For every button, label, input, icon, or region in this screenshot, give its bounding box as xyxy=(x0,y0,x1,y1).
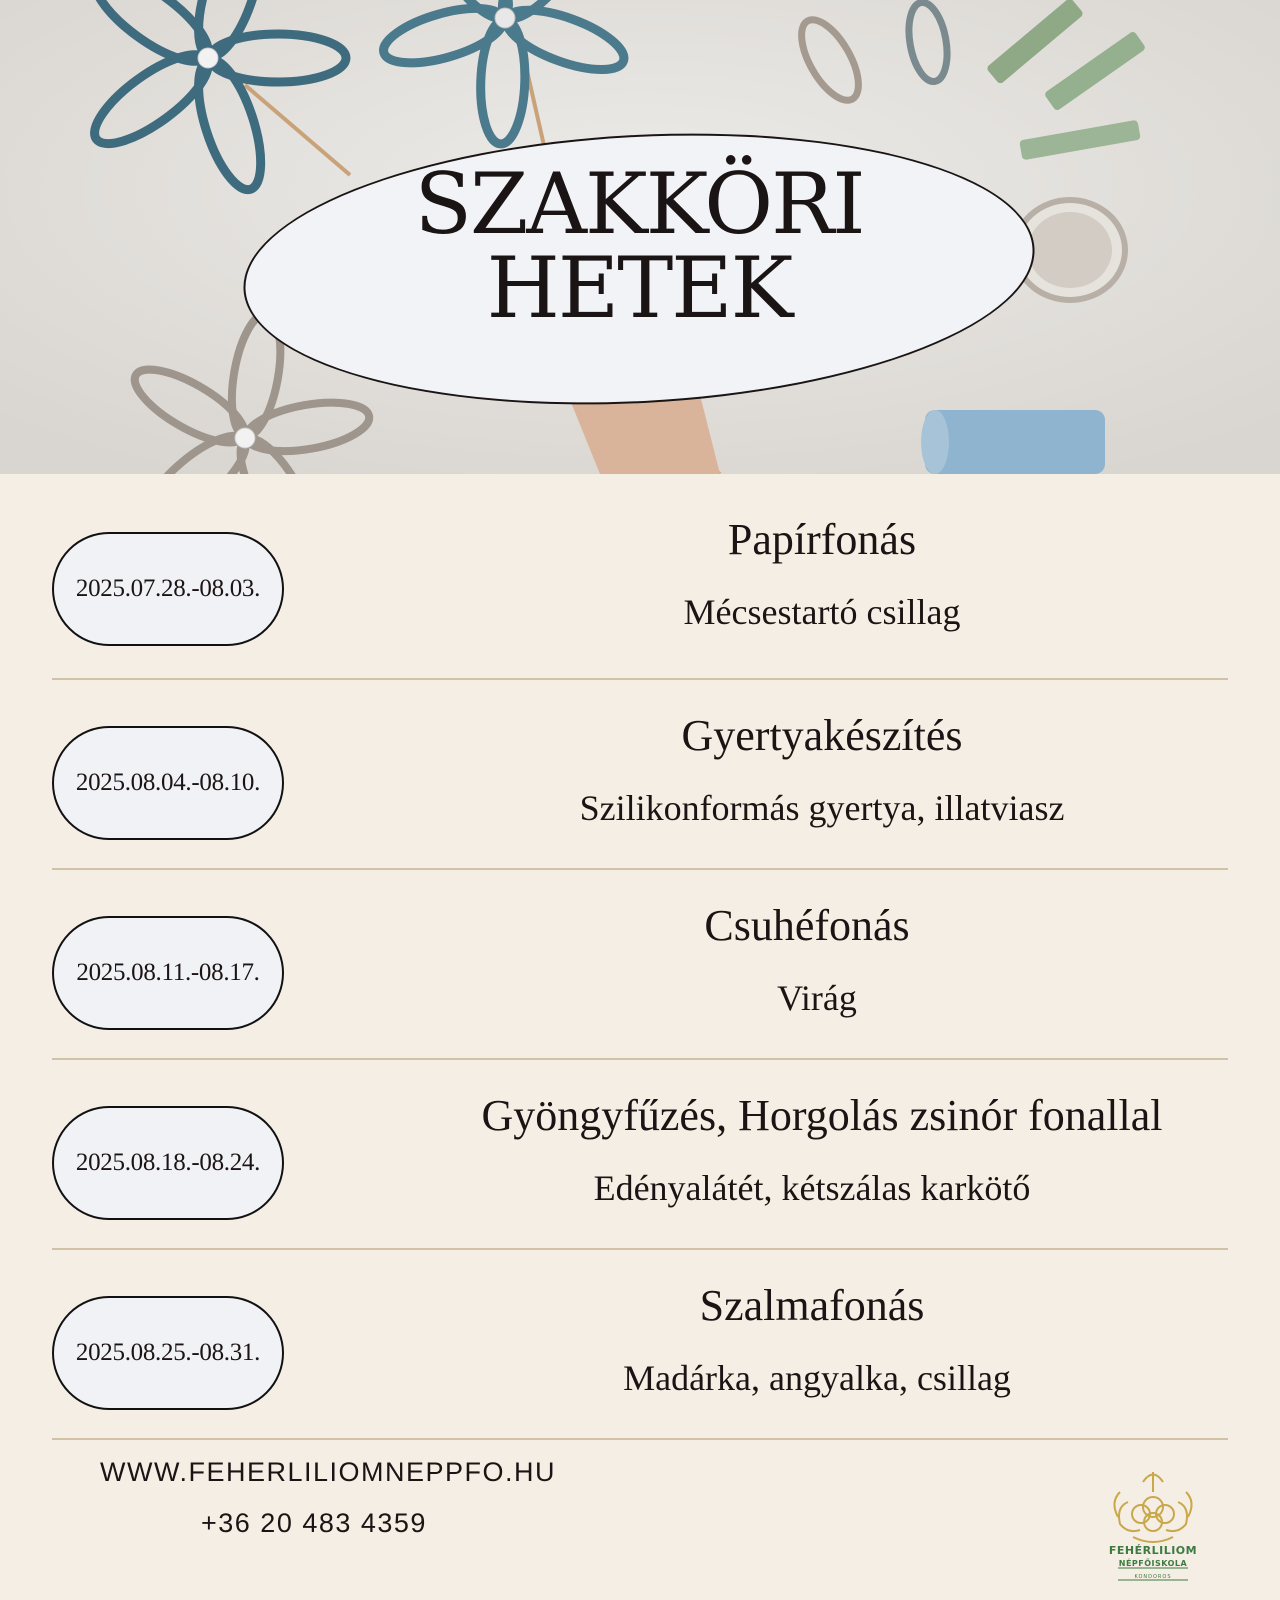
course-subtitle: Virág xyxy=(777,978,857,1018)
date-pill: 2025.08.25.-08.31. xyxy=(52,1296,284,1410)
logo-name: FEHÉRLILIOM xyxy=(1108,1544,1198,1557)
row-divider xyxy=(52,1438,1228,1440)
course-subtitle: Edényalátét, kétszálas karkötő xyxy=(593,1168,1031,1208)
title-line-1: SZAKKÖRI xyxy=(414,155,864,253)
course-subtitle: Mécsestartó csillag xyxy=(683,592,961,632)
course-title: Csuhéfonás xyxy=(704,901,910,950)
title-line-2: HETEK xyxy=(486,239,792,337)
logo-subtitle: NÉPFŐISKOLA xyxy=(1118,1559,1188,1568)
lily-ornament-icon xyxy=(1098,1462,1208,1592)
date-pill: 2025.08.04.-08.10. xyxy=(52,726,284,840)
hero-image xyxy=(0,0,1280,474)
schedule-row xyxy=(52,1060,1228,1250)
course-subtitle: Madárka, angyalka, csillag xyxy=(623,1358,1011,1398)
course-title: Papírfonás xyxy=(727,515,917,564)
course-title: Szalmafonás xyxy=(699,1281,925,1330)
course-subtitle: Szilikonformás gyertya, illatviasz xyxy=(579,788,1065,828)
schedule-row xyxy=(52,870,1228,1060)
date-pill: 2025.07.28.-08.03. xyxy=(52,532,284,646)
logo-place: KONDOROS xyxy=(1134,1574,1172,1580)
course-title: Gyertyakészítés xyxy=(681,711,963,760)
schedule-row xyxy=(52,490,1228,680)
date-pill: 2025.08.11.-08.17. xyxy=(52,916,284,1030)
phone-number[interactable]: +36 20 483 4359 xyxy=(201,1508,427,1538)
website-link[interactable]: WWW.FEHERLILIOMNEPPFO.HU xyxy=(100,1457,557,1487)
page-title xyxy=(243,155,1035,337)
schedule-row xyxy=(52,1250,1228,1440)
date-pill: 2025.08.18.-08.24. xyxy=(52,1106,284,1220)
course-title: Gyöngyfűzés, Horgolás zsinór fonallal xyxy=(481,1091,1163,1140)
schedule-row xyxy=(52,680,1228,870)
